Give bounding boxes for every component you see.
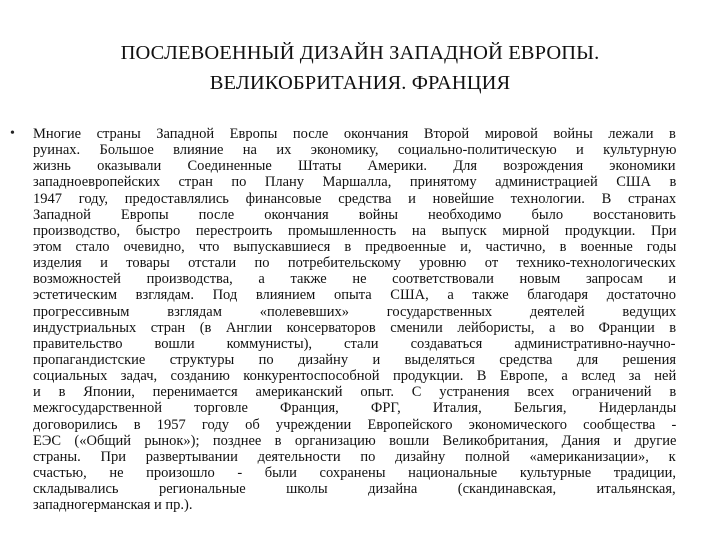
body-line: прогрессивным взглядам «полевевших» государственных деятелей ведущих — [33, 303, 677, 320]
body-line: Западной Европы после окончания войны необходимо было восстановить — [33, 206, 676, 223]
body-line: страны. При развертывании деятельности по дизайну полной «американизации», к — [33, 448, 676, 465]
body-line: складывались региональные школы дизайна (скандинавская, итальянская, — [33, 481, 676, 498]
title-line-1: ПОСЛЕВОЕННЫЙ ДИЗАЙН ЗАПАДНОЙ ЕВРОПЫ. — [120, 42, 600, 64]
body-line: западноевропейских стран по Плану Маршалла, принятому администрацией США в — [33, 174, 677, 191]
body-line: Многие страны Западной Европы после окончания Второй мировой войны лежали в — [33, 126, 676, 142]
slide-title — [20, 38, 700, 98]
body-line: этом стало очевидно, что выпускавшиеся в предвоенные и, частично, в военные годы — [33, 238, 677, 255]
body-paragraph — [33, 126, 676, 513]
body-line: договорились в 1957 году об учреждении Европейского экономического сообщества - — [33, 416, 677, 433]
body-line: производство, быстро перестроить промышленность на выпуск мирной продукции. При — [33, 222, 677, 239]
body-line: счастью, не произошло - были сохранены национальные культурные традиции, — [33, 464, 677, 481]
body-line: возможностей производства, а также не соответствовали новым запросам и — [33, 271, 677, 288]
body-line: социальных задач, созданию конкурентоспособной продукции. В Европе, а вслед за ней — [33, 368, 677, 385]
body-line: и в Японии, перенимается американский опыт. С устранения всех ограничений в — [33, 384, 677, 401]
body-line: ЕЭС («Общий рынок»); позднее в организацию вошли Великобритания, Дания и другие — [33, 432, 677, 449]
body-line: руинах. Большое влияние на их экономику, социально-политическую и культурную — [33, 142, 677, 159]
body-line: пропагандистские структуры по дизайну и выделяться средства для решения — [33, 351, 676, 368]
body-line: межгосударственной торговле Франция, ФРГ, Италия, Бельгия, Нидерланды — [33, 400, 677, 417]
body-line: эстетическим взглядам. Под влиянием опыта США, а также благодаря достаточно — [33, 287, 677, 304]
body-line: 1947 году, предоставлялись финансовые средства и новейшие технологии. В странах — [33, 190, 677, 207]
body-line: изделия и товары отстали по потребительскому уровню от технико-технологических — [33, 255, 676, 272]
body-line: западногерманская и пр.). — [33, 497, 193, 514]
body-line: жизнь оказывали Соединенные Штаты Америки. Для возрождения экономики — [33, 158, 676, 175]
body-line: индустриальных стран (в Англии консерваторов сменили лейбористы, а во Франции в — [33, 319, 677, 336]
body-line: правительство вошли коммунисты), стали создаваться административно-научно- — [33, 335, 676, 352]
title-line-2: ВЕЛИКОБРИТАНИЯ. ФРАНЦИЯ — [209, 72, 511, 94]
bullet-marker: • — [10, 126, 15, 141]
